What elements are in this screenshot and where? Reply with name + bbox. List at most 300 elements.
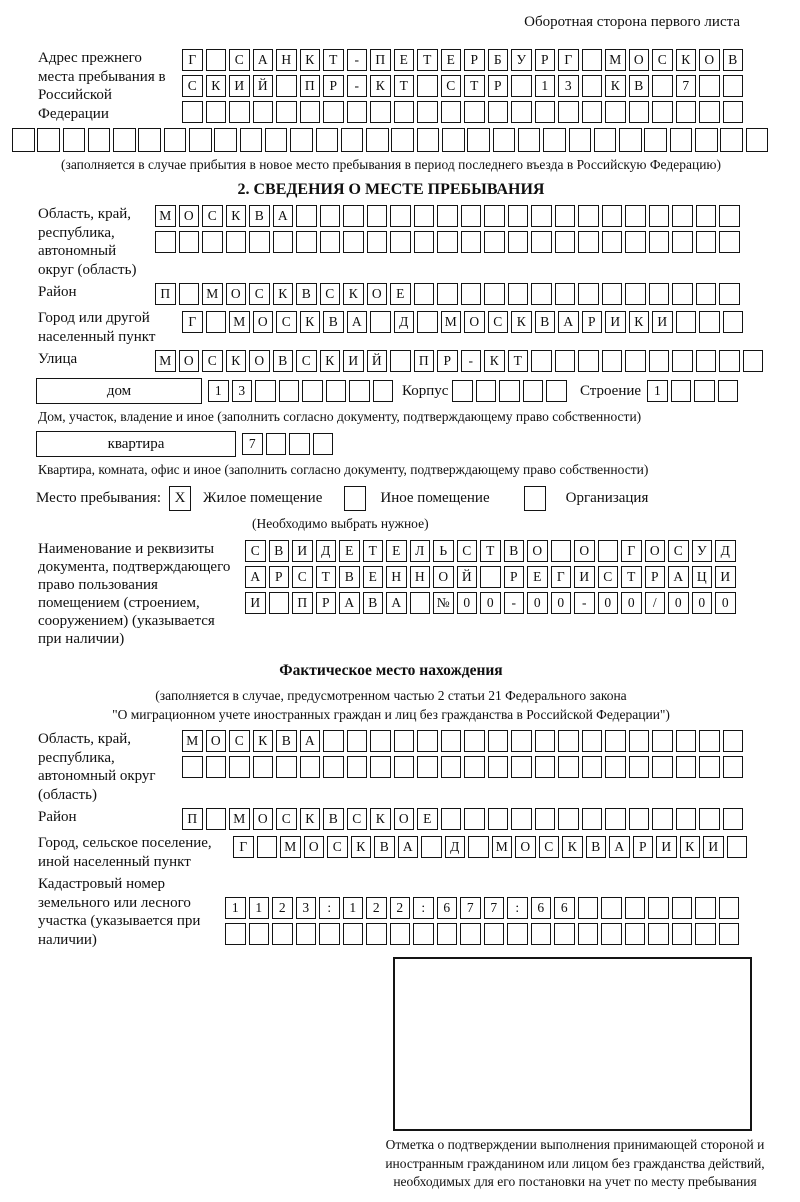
char-cell bbox=[648, 923, 669, 945]
char-cell: 7 bbox=[460, 897, 481, 919]
apartment-caption: Квартира, комната, офис и иное (заполнить согласно документу, подтверждающему право собственности) bbox=[38, 462, 649, 477]
char-cell: О bbox=[179, 350, 200, 372]
char-cell bbox=[300, 101, 321, 123]
char-cell: О bbox=[304, 836, 325, 858]
document-label: Наименование и реквизиты документа, подтверждающего право пользования помещением (строением, сооружением) (указывается при наличии) bbox=[38, 541, 231, 647]
char-cell: Е bbox=[527, 566, 548, 588]
char-cell: 1 bbox=[225, 897, 246, 919]
char-cell: В bbox=[629, 75, 650, 97]
char-cell: М bbox=[202, 283, 223, 305]
char-cell: М bbox=[155, 205, 176, 227]
char-cell: С bbox=[539, 836, 560, 858]
char-cell: М bbox=[229, 808, 250, 830]
stay-type-label: Место пребывания: bbox=[36, 490, 161, 506]
char-cell bbox=[373, 380, 394, 402]
char-cell: 0 bbox=[692, 592, 713, 614]
char-cell bbox=[484, 231, 505, 253]
char-cell bbox=[518, 128, 541, 152]
char-cell bbox=[535, 730, 556, 752]
char-cell bbox=[602, 283, 623, 305]
al-cadastral-block bbox=[12, 875, 770, 949]
char-cell: Г bbox=[233, 836, 254, 858]
char-cell: В bbox=[723, 49, 744, 71]
char-cell bbox=[468, 836, 489, 858]
char-cell: К bbox=[629, 311, 650, 333]
char-cell bbox=[12, 128, 35, 152]
char-cell bbox=[649, 283, 670, 305]
char-cell: - bbox=[347, 75, 368, 97]
char-cell: О bbox=[367, 283, 388, 305]
house-cells bbox=[208, 380, 396, 402]
char-cell: Т bbox=[363, 540, 384, 562]
char-cell bbox=[367, 231, 388, 253]
char-cell: Г bbox=[182, 49, 203, 71]
char-cell bbox=[672, 205, 693, 227]
char-cell bbox=[480, 566, 501, 588]
stay-type-option-organization-label: Организация bbox=[565, 490, 649, 506]
char-cell: К bbox=[273, 283, 294, 305]
s2-city-cells bbox=[182, 311, 746, 333]
char-cell: В bbox=[363, 592, 384, 614]
char-cell: : bbox=[319, 897, 340, 919]
char-cell bbox=[366, 128, 389, 152]
char-cell: И bbox=[343, 350, 364, 372]
char-cell: 2 bbox=[272, 897, 293, 919]
document-row-1 bbox=[245, 540, 739, 562]
char-cell: О bbox=[464, 311, 485, 333]
char-cell bbox=[648, 897, 669, 919]
char-cell bbox=[417, 311, 438, 333]
char-cell: - bbox=[461, 350, 482, 372]
char-cell: В bbox=[374, 836, 395, 858]
char-cell: В bbox=[249, 205, 270, 227]
char-cell: А bbox=[245, 566, 266, 588]
char-cell: С bbox=[598, 566, 619, 588]
char-cell bbox=[695, 128, 718, 152]
char-cell: Р bbox=[488, 75, 509, 97]
char-cell: В bbox=[269, 540, 290, 562]
prev-address-row-4 bbox=[12, 128, 770, 152]
char-cell: О bbox=[574, 540, 595, 562]
char-cell: К bbox=[351, 836, 372, 858]
char-cell: И bbox=[605, 311, 626, 333]
char-cell: А bbox=[253, 49, 274, 71]
document-block bbox=[12, 540, 770, 648]
char-cell: К bbox=[253, 730, 274, 752]
char-cell: М bbox=[155, 350, 176, 372]
char-cell: Р bbox=[504, 566, 525, 588]
prev-address-label: Адрес прежнего места пребывания в Российской Федерации bbox=[38, 50, 166, 122]
char-cell bbox=[343, 205, 364, 227]
al-district-label: Район bbox=[38, 809, 77, 825]
char-cell: С bbox=[292, 566, 313, 588]
confirmation-stamp-area bbox=[393, 957, 752, 1131]
char-cell bbox=[605, 730, 626, 752]
char-cell bbox=[582, 730, 603, 752]
char-cell: Е bbox=[390, 283, 411, 305]
char-cell bbox=[582, 49, 603, 71]
char-cell: И bbox=[703, 836, 724, 858]
char-cell bbox=[370, 756, 391, 778]
char-cell: : bbox=[413, 897, 434, 919]
char-cell: С bbox=[229, 730, 250, 752]
char-cell: А bbox=[300, 730, 321, 752]
char-cell bbox=[273, 231, 294, 253]
char-cell: 1 bbox=[249, 897, 270, 919]
char-cell bbox=[437, 205, 458, 227]
char-cell bbox=[341, 128, 364, 152]
char-cell: А bbox=[347, 311, 368, 333]
char-cell bbox=[296, 231, 317, 253]
char-cell bbox=[629, 730, 650, 752]
char-cell: О bbox=[253, 808, 274, 830]
actual-location-subtitle-1: (заполняется в случае, предусмотренном частью 2 статьи 21 Федерального закона bbox=[155, 688, 627, 703]
char-cell: - bbox=[504, 592, 525, 614]
char-cell bbox=[696, 283, 717, 305]
char-cell bbox=[182, 756, 203, 778]
char-cell bbox=[746, 128, 769, 152]
char-cell: Ь bbox=[433, 540, 454, 562]
char-cell: О bbox=[629, 49, 650, 71]
char-cell bbox=[699, 75, 720, 97]
char-cell bbox=[629, 101, 650, 123]
char-cell bbox=[461, 205, 482, 227]
char-cell bbox=[266, 433, 287, 455]
char-cell: 0 bbox=[598, 592, 619, 614]
char-cell bbox=[694, 380, 715, 402]
char-cell bbox=[391, 128, 414, 152]
char-cell: К bbox=[676, 49, 697, 71]
char-cell bbox=[347, 101, 368, 123]
char-cell bbox=[723, 311, 744, 333]
document-row-3 bbox=[245, 592, 739, 614]
section2-title: 2. СВЕДЕНИЯ О МЕСТЕ ПРЕБЫВАНИЯ bbox=[237, 181, 545, 198]
char-cell bbox=[743, 350, 764, 372]
stay-type-checkbox-organization bbox=[524, 486, 546, 511]
char-cell: И bbox=[229, 75, 250, 97]
char-cell bbox=[257, 836, 278, 858]
al-region-line bbox=[12, 730, 770, 804]
al-cadastral-label: Кадастровый номер земельного или лесного участка (указывается при наличии) bbox=[38, 876, 201, 948]
char-cell bbox=[676, 101, 697, 123]
char-cell bbox=[313, 433, 334, 455]
char-cell: Т bbox=[323, 49, 344, 71]
char-cell bbox=[605, 756, 626, 778]
char-cell: Д bbox=[394, 311, 415, 333]
char-cell bbox=[723, 756, 744, 778]
stay-type-option-other-premises-label: Иное помещение bbox=[380, 490, 490, 506]
char-cell: С bbox=[652, 49, 673, 71]
char-cell bbox=[414, 205, 435, 227]
char-cell bbox=[476, 380, 497, 402]
char-cell bbox=[484, 205, 505, 227]
char-cell bbox=[555, 350, 576, 372]
char-cell bbox=[652, 75, 673, 97]
char-cell: С bbox=[347, 808, 368, 830]
char-cell: Е bbox=[441, 49, 462, 71]
char-cell: 1 bbox=[208, 380, 229, 402]
char-cell: 0 bbox=[551, 592, 572, 614]
s2-region-line bbox=[12, 205, 770, 279]
apartment-cells bbox=[242, 433, 336, 455]
char-cell: Е bbox=[339, 540, 360, 562]
char-cell: К bbox=[300, 49, 321, 71]
al-cadastral-row-2 bbox=[225, 923, 742, 945]
char-cell bbox=[413, 923, 434, 945]
al-region-label: Область, край, республика, автономный округ (область) bbox=[38, 731, 156, 803]
char-cell: М bbox=[441, 311, 462, 333]
char-cell: С bbox=[327, 836, 348, 858]
char-cell bbox=[723, 808, 744, 830]
stay-type-option-residential-label: Жилое помещение bbox=[203, 490, 323, 506]
char-cell bbox=[598, 540, 619, 562]
char-cell bbox=[461, 231, 482, 253]
char-cell: И bbox=[574, 566, 595, 588]
s2-region-label: Область, край, республика, автономный округ (область) bbox=[38, 206, 137, 278]
char-cell bbox=[649, 205, 670, 227]
char-cell: 6 bbox=[437, 897, 458, 919]
char-cell: С bbox=[668, 540, 689, 562]
char-cell: О bbox=[394, 808, 415, 830]
char-cell bbox=[558, 808, 579, 830]
char-cell bbox=[625, 923, 646, 945]
char-cell bbox=[272, 923, 293, 945]
char-cell bbox=[276, 75, 297, 97]
char-cell bbox=[138, 128, 161, 152]
char-cell bbox=[672, 350, 693, 372]
char-cell bbox=[240, 128, 263, 152]
char-cell bbox=[699, 808, 720, 830]
char-cell bbox=[535, 808, 556, 830]
char-cell bbox=[484, 923, 505, 945]
char-cell bbox=[37, 128, 60, 152]
char-cell bbox=[347, 730, 368, 752]
char-cell bbox=[578, 231, 599, 253]
char-cell bbox=[113, 128, 136, 152]
char-cell bbox=[695, 897, 716, 919]
char-cell bbox=[602, 231, 623, 253]
char-cell: № bbox=[433, 592, 454, 614]
char-cell bbox=[582, 101, 603, 123]
al-region-row-2 bbox=[182, 756, 746, 778]
char-cell: Г bbox=[182, 311, 203, 333]
char-cell: Ц bbox=[692, 566, 713, 588]
char-cell bbox=[582, 75, 603, 97]
char-cell: С bbox=[182, 75, 203, 97]
char-cell: С bbox=[229, 49, 250, 71]
char-cell bbox=[578, 350, 599, 372]
char-cell bbox=[437, 231, 458, 253]
char-cell: К bbox=[562, 836, 583, 858]
char-cell: Г bbox=[621, 540, 642, 562]
char-cell: В bbox=[535, 311, 556, 333]
char-cell bbox=[323, 730, 344, 752]
char-cell bbox=[511, 730, 532, 752]
stay-type-checkbox-other-premises bbox=[344, 486, 366, 511]
char-cell bbox=[723, 730, 744, 752]
actual-location-subtitle-2: "О миграционном учете иностранных граждан и лиц без гражданства в Российской Федерации") bbox=[112, 707, 670, 722]
char-cell bbox=[676, 311, 697, 333]
char-cell bbox=[464, 730, 485, 752]
char-cell bbox=[390, 350, 411, 372]
char-cell: 3 bbox=[232, 380, 253, 402]
char-cell bbox=[249, 923, 270, 945]
char-cell: М bbox=[280, 836, 301, 858]
korpus-cells bbox=[452, 380, 570, 402]
char-cell: Д bbox=[715, 540, 736, 562]
char-cell bbox=[605, 101, 626, 123]
char-cell: А bbox=[609, 836, 630, 858]
char-cell bbox=[417, 730, 438, 752]
char-cell bbox=[63, 128, 86, 152]
char-cell bbox=[437, 283, 458, 305]
s2-street-cells bbox=[155, 350, 766, 372]
al-cadastral-grid bbox=[225, 897, 742, 945]
char-cell bbox=[696, 350, 717, 372]
char-cell: П bbox=[300, 75, 321, 97]
stay-type-hint: (Необходимо выбрать нужное) bbox=[252, 516, 429, 531]
char-cell: Д bbox=[445, 836, 466, 858]
char-cell: Б bbox=[488, 49, 509, 71]
char-cell bbox=[531, 350, 552, 372]
char-cell bbox=[546, 380, 567, 402]
char-cell bbox=[316, 128, 339, 152]
char-cell: П bbox=[155, 283, 176, 305]
char-cell: 1 bbox=[535, 75, 556, 97]
char-cell bbox=[625, 205, 646, 227]
char-cell bbox=[719, 897, 740, 919]
char-cell: О bbox=[179, 205, 200, 227]
document-row-2 bbox=[245, 566, 739, 588]
char-cell bbox=[696, 231, 717, 253]
char-cell bbox=[394, 756, 415, 778]
char-cell: В bbox=[323, 311, 344, 333]
al-district-line bbox=[12, 808, 770, 830]
s2-house-line bbox=[12, 378, 770, 404]
al-district-cells bbox=[182, 808, 746, 830]
char-cell bbox=[249, 231, 270, 253]
char-cell bbox=[695, 923, 716, 945]
char-cell: И bbox=[292, 540, 313, 562]
char-cell bbox=[488, 808, 509, 830]
char-cell: У bbox=[511, 49, 532, 71]
char-cell bbox=[511, 101, 532, 123]
prev-address-block bbox=[12, 49, 770, 123]
char-cell: 0 bbox=[527, 592, 548, 614]
char-cell: 1 bbox=[647, 380, 668, 402]
char-cell: В bbox=[504, 540, 525, 562]
char-cell bbox=[394, 730, 415, 752]
char-cell bbox=[699, 101, 720, 123]
char-cell: В bbox=[273, 350, 294, 372]
char-cell bbox=[531, 283, 552, 305]
char-cell: 7 bbox=[242, 433, 263, 455]
char-cell bbox=[253, 101, 274, 123]
char-cell: Р bbox=[633, 836, 654, 858]
char-cell bbox=[417, 756, 438, 778]
char-cell bbox=[484, 283, 505, 305]
s2-district-cells bbox=[155, 283, 743, 305]
char-cell bbox=[511, 756, 532, 778]
char-cell bbox=[488, 730, 509, 752]
char-cell: Д bbox=[316, 540, 337, 562]
char-cell: Н bbox=[386, 566, 407, 588]
char-cell: Р bbox=[323, 75, 344, 97]
char-cell: У bbox=[692, 540, 713, 562]
char-cell: В bbox=[276, 730, 297, 752]
al-city-line bbox=[12, 834, 770, 871]
char-cell bbox=[582, 756, 603, 778]
char-cell: 6 bbox=[531, 897, 552, 919]
char-cell: Р bbox=[269, 566, 290, 588]
s2-district-line bbox=[12, 283, 770, 305]
char-cell bbox=[672, 923, 693, 945]
char-cell: Р bbox=[582, 311, 603, 333]
char-cell bbox=[719, 283, 740, 305]
char-cell bbox=[619, 128, 642, 152]
char-cell: Т bbox=[316, 566, 337, 588]
house-caption: Дом, участок, владение и иное (заполнить согласно документу, подтверждающему право собственности) bbox=[38, 409, 642, 424]
char-cell bbox=[602, 205, 623, 227]
char-cell: И bbox=[656, 836, 677, 858]
stroenie-label: Строение bbox=[579, 383, 642, 399]
char-cell: О bbox=[433, 566, 454, 588]
apartment-box: квартира bbox=[36, 431, 236, 457]
char-cell bbox=[719, 231, 740, 253]
char-cell bbox=[390, 923, 411, 945]
char-cell bbox=[464, 756, 485, 778]
house-box: дом bbox=[36, 378, 202, 404]
char-cell bbox=[320, 231, 341, 253]
char-cell bbox=[676, 730, 697, 752]
char-cell bbox=[605, 808, 626, 830]
char-cell bbox=[255, 380, 276, 402]
char-cell bbox=[578, 283, 599, 305]
char-cell: - bbox=[347, 49, 368, 71]
char-cell: 0 bbox=[668, 592, 689, 614]
char-cell bbox=[555, 231, 576, 253]
char-cell: 6 bbox=[554, 897, 575, 919]
char-cell: 1 bbox=[343, 897, 364, 919]
char-cell bbox=[649, 350, 670, 372]
char-cell: С bbox=[202, 205, 223, 227]
char-cell bbox=[320, 205, 341, 227]
char-cell: В bbox=[323, 808, 344, 830]
char-cell: В bbox=[339, 566, 360, 588]
char-cell bbox=[578, 923, 599, 945]
char-cell bbox=[370, 730, 391, 752]
char-cell bbox=[555, 205, 576, 227]
char-cell: С bbox=[441, 75, 462, 97]
char-cell bbox=[523, 380, 544, 402]
char-cell: А bbox=[668, 566, 689, 588]
char-cell: 7 bbox=[676, 75, 697, 97]
char-cell: К bbox=[226, 350, 247, 372]
document-grid bbox=[245, 540, 739, 614]
char-cell: 3 bbox=[558, 75, 579, 97]
char-cell: О bbox=[226, 283, 247, 305]
char-cell bbox=[558, 730, 579, 752]
char-cell: О bbox=[527, 540, 548, 562]
char-cell bbox=[508, 283, 529, 305]
char-cell: 7 bbox=[484, 897, 505, 919]
char-cell bbox=[214, 128, 237, 152]
char-cell bbox=[417, 75, 438, 97]
char-cell: В bbox=[586, 836, 607, 858]
char-cell bbox=[555, 283, 576, 305]
char-cell: 0 bbox=[457, 592, 478, 614]
char-cell bbox=[601, 897, 622, 919]
